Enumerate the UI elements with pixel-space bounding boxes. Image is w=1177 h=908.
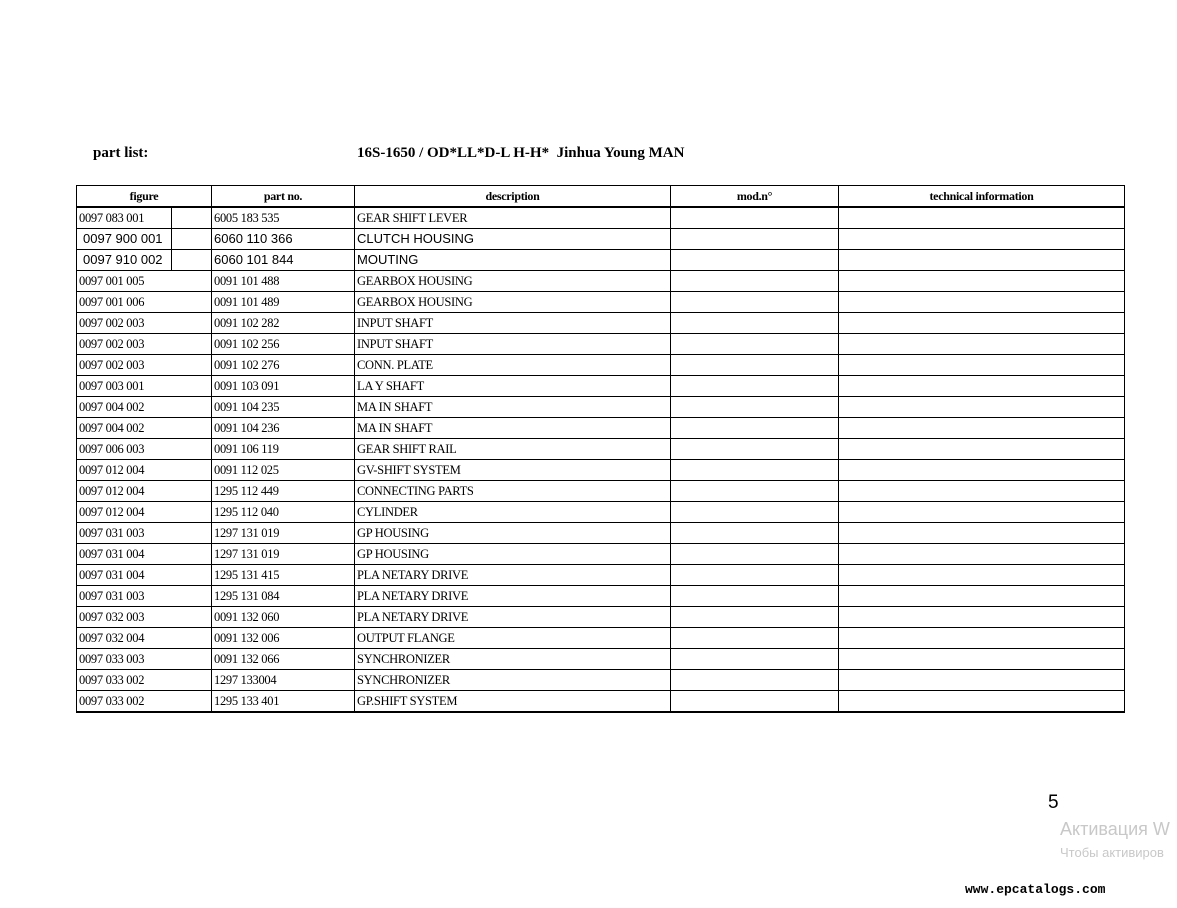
- table-row: [77, 250, 1125, 271]
- table-row: [77, 481, 1125, 502]
- cell-part-no: 1295 112 449: [212, 481, 355, 502]
- cell-figure: 0097 012 004: [77, 502, 212, 523]
- cell-part-no: 0091 132 066: [212, 649, 355, 670]
- cell-technical-information: [839, 523, 1125, 544]
- cell-description: GEAR SHIFT LEVER: [355, 207, 671, 229]
- cell-part-no: 0091 102 282: [212, 313, 355, 334]
- cell-mod-no: [671, 292, 839, 313]
- cell-description: CLUTCH HOUSING: [355, 229, 671, 250]
- cell-description: PLA NETARY DRIVE: [355, 586, 671, 607]
- cell-mod-no: [671, 271, 839, 292]
- cell-part-no: 0091 102 256: [212, 334, 355, 355]
- cell-part-no: 1297 131 019: [212, 544, 355, 565]
- table-row: [77, 460, 1125, 481]
- col-header-figure: figure: [77, 186, 212, 208]
- cell-description: PLA NETARY DRIVE: [355, 607, 671, 628]
- cell-technical-information: [839, 229, 1125, 250]
- figure-subcell: [171, 229, 211, 249]
- cell-mod-no: [671, 607, 839, 628]
- cell-mod-no: [671, 313, 839, 334]
- table-row: [77, 271, 1125, 292]
- cell-mod-no: [671, 460, 839, 481]
- cell-figure: 0097 001 005: [77, 271, 212, 292]
- cell-technical-information: [839, 292, 1125, 313]
- table-row: [77, 313, 1125, 334]
- cell-technical-information: [839, 649, 1125, 670]
- cell-part-no: 0091 101 488: [212, 271, 355, 292]
- cell-technical-information: [839, 207, 1125, 229]
- cell-part-no: 0091 106 119: [212, 439, 355, 460]
- cell-description: INPUT SHAFT: [355, 313, 671, 334]
- cell-technical-information: [839, 544, 1125, 565]
- cell-part-no: 1295 112 040: [212, 502, 355, 523]
- cell-technical-information: [839, 460, 1125, 481]
- cell-figure: 0097 006 003: [77, 439, 212, 460]
- cell-part-no: 0091 132 006: [212, 628, 355, 649]
- cell-figure: 0097 031 003: [77, 586, 212, 607]
- activation-watermark-title: Активация W: [1060, 819, 1170, 839]
- cell-figure: [77, 250, 212, 271]
- cell-figure: [77, 207, 212, 229]
- activation-watermark-subtitle: Чтобы активиров: [1060, 845, 1164, 860]
- cell-figure: 0097 001 006: [77, 292, 212, 313]
- table-row: [77, 376, 1125, 397]
- cell-description: SYNCHRONIZER: [355, 649, 671, 670]
- page-title: 16S-1650 / OD*LL*D-L H-H* Jinhua Young MAN: [357, 145, 685, 161]
- cell-figure: 0097 012 004: [77, 481, 212, 502]
- cell-part-no: 0091 104 235: [212, 397, 355, 418]
- cell-part-no: 1295 131 415: [212, 565, 355, 586]
- col-header-mod-no: mod.n°: [671, 186, 839, 208]
- parts-table: [76, 185, 1125, 713]
- cell-part-no: 1297 133004: [212, 670, 355, 691]
- table-row: [77, 607, 1125, 628]
- table-row: [77, 334, 1125, 355]
- cell-description: GP HOUSING: [355, 523, 671, 544]
- cell-mod-no: [671, 502, 839, 523]
- page-label: part list:: [93, 145, 149, 161]
- cell-part-no: 0091 132 060: [212, 607, 355, 628]
- cell-part-no: 0091 104 236: [212, 418, 355, 439]
- cell-mod-no: [671, 544, 839, 565]
- cell-mod-no: [671, 397, 839, 418]
- cell-description: CYLINDER: [355, 502, 671, 523]
- cell-part-no: 1295 131 084: [212, 586, 355, 607]
- cell-technical-information: [839, 502, 1125, 523]
- cell-technical-information: [839, 691, 1125, 713]
- cell-figure: 0097 033 002: [77, 691, 212, 713]
- cell-part-no: 6060 110 366: [212, 229, 355, 250]
- table-row: [77, 586, 1125, 607]
- cell-figure: [77, 229, 212, 250]
- cell-description: LA Y SHAFT: [355, 376, 671, 397]
- cell-technical-information: [839, 271, 1125, 292]
- cell-technical-information: [839, 313, 1125, 334]
- table-body: [77, 207, 1125, 712]
- cell-mod-no: [671, 334, 839, 355]
- col-header-technical-information: technical information: [839, 186, 1125, 208]
- cell-mod-no: [671, 207, 839, 229]
- site-url: www.epcatalogs.com: [965, 882, 1106, 897]
- table-row: [77, 649, 1125, 670]
- cell-technical-information: [839, 250, 1125, 271]
- cell-technical-information: [839, 376, 1125, 397]
- cell-technical-information: [839, 670, 1125, 691]
- cell-mod-no: [671, 691, 839, 713]
- col-header-part-no: part no.: [212, 186, 355, 208]
- cell-technical-information: [839, 355, 1125, 376]
- cell-mod-no: [671, 355, 839, 376]
- cell-description: GEARBOX HOUSING: [355, 292, 671, 313]
- cell-figure: 0097 012 004: [77, 460, 212, 481]
- cell-mod-no: [671, 439, 839, 460]
- cell-mod-no: [671, 250, 839, 271]
- cell-technical-information: [839, 628, 1125, 649]
- cell-description: INPUT SHAFT: [355, 334, 671, 355]
- cell-description: SYNCHRONIZER: [355, 670, 671, 691]
- cell-figure: 0097 032 004: [77, 628, 212, 649]
- figure-subcell: [171, 250, 211, 270]
- table-row: [77, 229, 1125, 250]
- cell-part-no: 0091 103 091: [212, 376, 355, 397]
- figure-value: 0097 900 001: [83, 231, 163, 246]
- cell-description: GEAR SHIFT RAIL: [355, 439, 671, 460]
- figure-value: 0097 083 001: [79, 211, 145, 225]
- cell-mod-no: [671, 523, 839, 544]
- table-header-row: [77, 186, 1125, 208]
- cell-mod-no: [671, 586, 839, 607]
- figure-subcell: [171, 208, 211, 228]
- cell-technical-information: [839, 481, 1125, 502]
- cell-part-no: 0091 102 276: [212, 355, 355, 376]
- cell-description: OUTPUT FLANGE: [355, 628, 671, 649]
- cell-technical-information: [839, 565, 1125, 586]
- table-row: [77, 397, 1125, 418]
- cell-figure: 0097 002 003: [77, 334, 212, 355]
- cell-technical-information: [839, 586, 1125, 607]
- cell-mod-no: [671, 229, 839, 250]
- cell-description: GP.SHIFT SYSTEM: [355, 691, 671, 713]
- cell-description: MA IN SHAFT: [355, 397, 671, 418]
- cell-description: CONN. PLATE: [355, 355, 671, 376]
- cell-description: GV-SHIFT SYSTEM: [355, 460, 671, 481]
- cell-figure: 0097 031 004: [77, 544, 212, 565]
- cell-description: CONNECTING PARTS: [355, 481, 671, 502]
- cell-mod-no: [671, 565, 839, 586]
- cell-mod-no: [671, 649, 839, 670]
- cell-figure: 0097 031 003: [77, 523, 212, 544]
- cell-part-no: 6005 183 535: [212, 207, 355, 229]
- cell-technical-information: [839, 418, 1125, 439]
- cell-figure: 0097 033 003: [77, 649, 212, 670]
- figure-value: 0097 910 002: [83, 252, 163, 267]
- cell-mod-no: [671, 481, 839, 502]
- cell-description: PLA NETARY DRIVE: [355, 565, 671, 586]
- cell-description: GEARBOX HOUSING: [355, 271, 671, 292]
- cell-technical-information: [839, 397, 1125, 418]
- cell-mod-no: [671, 670, 839, 691]
- cell-figure: 0097 002 003: [77, 355, 212, 376]
- page-number: 5: [1048, 792, 1059, 813]
- cell-mod-no: [671, 418, 839, 439]
- table-row: [77, 523, 1125, 544]
- cell-part-no: 6060 101 844: [212, 250, 355, 271]
- cell-figure: 0097 004 002: [77, 418, 212, 439]
- table-row: [77, 292, 1125, 313]
- cell-figure: 0097 003 001: [77, 376, 212, 397]
- cell-part-no: 1297 131 019: [212, 523, 355, 544]
- table-row: [77, 628, 1125, 649]
- cell-description: MOUTING: [355, 250, 671, 271]
- cell-figure: 0097 002 003: [77, 313, 212, 334]
- cell-part-no: 1295 133 401: [212, 691, 355, 713]
- cell-technical-information: [839, 439, 1125, 460]
- cell-technical-information: [839, 607, 1125, 628]
- cell-description: MA IN SHAFT: [355, 418, 671, 439]
- cell-mod-no: [671, 628, 839, 649]
- table-row: [77, 670, 1125, 691]
- cell-figure: 0097 032 003: [77, 607, 212, 628]
- cell-figure: 0097 004 002: [77, 397, 212, 418]
- table-row: [77, 439, 1125, 460]
- table-row: [77, 544, 1125, 565]
- table-row: [77, 207, 1125, 229]
- table-row: [77, 691, 1125, 713]
- cell-figure: 0097 031 004: [77, 565, 212, 586]
- cell-description: GP HOUSING: [355, 544, 671, 565]
- cell-figure: 0097 033 002: [77, 670, 212, 691]
- table-row: [77, 418, 1125, 439]
- table-row: [77, 502, 1125, 523]
- col-header-description: description: [355, 186, 671, 208]
- cell-mod-no: [671, 376, 839, 397]
- cell-part-no: 0091 112 025: [212, 460, 355, 481]
- table-row: [77, 355, 1125, 376]
- cell-technical-information: [839, 334, 1125, 355]
- cell-part-no: 0091 101 489: [212, 292, 355, 313]
- table-row: [77, 565, 1125, 586]
